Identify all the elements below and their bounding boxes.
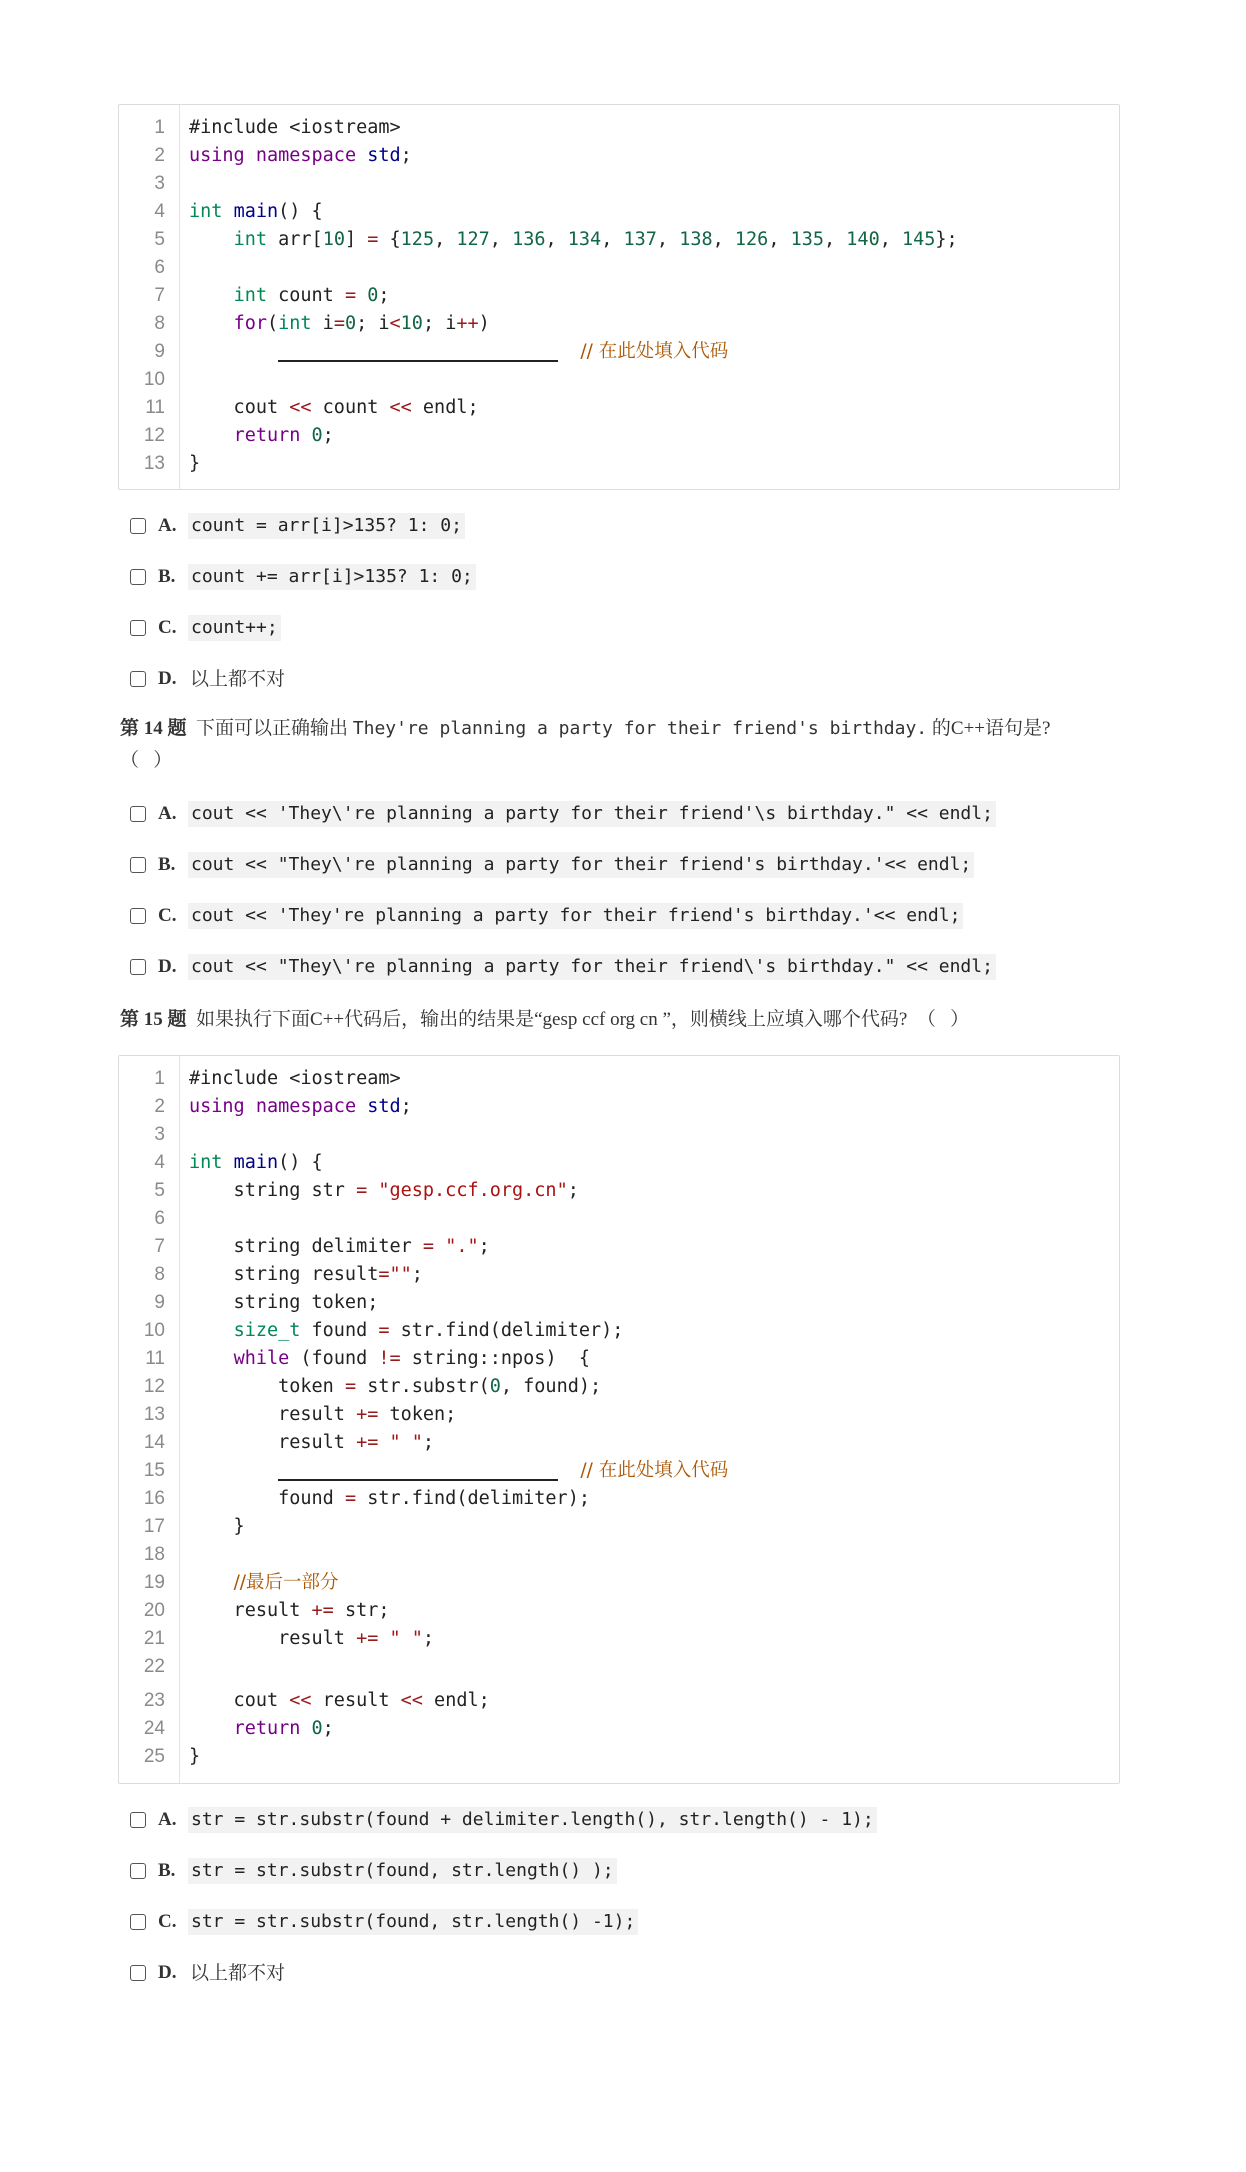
option-label: D. [158,956,177,977]
option-code: count++; [188,615,281,641]
code-line: 21 result += " "; [119,1625,1119,1653]
option-label: B. [158,566,176,587]
code-line: 5 string str = "gesp.ccf.org.cn"; [119,1177,1119,1205]
q15-question [120,1005,969,1035]
code-line: 9 string token; [119,1289,1119,1317]
code-line [119,1653,1119,1681]
answer-paren: （ ） [120,750,173,771]
option-code: cout << 'They\'re planning a party for their friend'\s birthday." << endl; [188,801,996,827]
option-label: A. [158,515,177,536]
line-number: 4 [154,1152,165,1173]
line-number: 3 [154,173,165,194]
code-line: 13 result += token; [119,1401,1119,1429]
q13-code-block [118,104,1120,490]
code-line: 24 return 0; [119,1715,1119,1743]
option-code: cout << "They\'re planning a party for their friend\'s birthday." << endl; [188,954,996,980]
line-number: 8 [154,313,165,334]
checkbox[interactable] [130,620,146,636]
option-label: C. [158,617,177,638]
checkbox[interactable] [130,1812,146,1828]
line-number: 5 [154,1180,165,1201]
option-code: cout << 'They're planning a party for their friend's birthday.'<< endl; [188,903,963,929]
code-line: 12 return 0; [119,422,1119,450]
fill-in-blank [278,1461,558,1481]
option-label: D. [158,668,177,689]
line-number: 24 [143,1718,165,1739]
line-number: 12 [143,1376,165,1397]
line-number: 16 [143,1488,165,1509]
checkbox[interactable] [130,671,146,687]
line-number: 1 [154,1068,165,1089]
code-line: 8 for(int i=0; i<10; i++) [119,310,1119,338]
code-line [119,366,1119,394]
question-number: 第 15 题 [120,1009,187,1030]
code-line: 5 int arr[10] = {125, 127, 136, 134, 137, 138, 126, 135, 140, 145}; [119,226,1119,254]
code-line: 10 size_t found = str.find(delimiter); [119,1317,1119,1345]
line-number: 3 [154,1124,165,1145]
fill-in-blank [278,342,558,362]
code-line: 16 found = str.find(delimiter); [119,1485,1119,1513]
code-line [119,170,1119,198]
code-line: 13 } [119,450,1119,478]
code-line: 8 string result=""; [119,1261,1119,1289]
line-number: 6 [154,1208,165,1229]
line-number: 13 [143,1404,165,1425]
q14-question [120,714,1050,744]
line-number: 25 [143,1746,165,1767]
checkbox[interactable] [130,518,146,534]
code-line: 14 result += " "; [119,1429,1119,1457]
line-number: 4 [154,201,165,222]
checkbox[interactable] [130,959,146,975]
q15-code-block [118,1055,1120,1784]
option-code: str = str.substr(found, str.length() -1); [188,1909,638,1935]
option-code: count = arr[i]>135? 1: 0; [188,513,465,539]
option-label: C. [158,905,177,926]
option-code: cout << "They\'re planning a party for their friend's birthday.'<< endl; [188,852,974,878]
line-number: 5 [154,229,165,250]
code-line [119,1205,1119,1233]
option-label: D. [158,1962,177,1983]
code-line: 4 int main() { [119,198,1119,226]
code-comment: // 在此处填入代码 [580,1460,729,1481]
line-number: 18 [143,1544,165,1565]
code-line [119,338,1119,366]
option-text: 以上都不对 [190,1962,286,1984]
line-number: 9 [154,1292,165,1313]
code-line [119,254,1119,282]
code-line: 4 int main() { [119,1149,1119,1177]
q14-answer-paren [120,746,172,776]
code-line: 20 result += str; [119,1597,1119,1625]
code-line: 25 } [119,1743,1119,1771]
line-number: 15 [143,1460,165,1481]
code-line: 1 #include <iostream> [119,114,1119,142]
line-number: 20 [143,1600,165,1621]
checkbox[interactable] [130,1863,146,1879]
code-line: 11 cout << count << endl; [119,394,1119,422]
code-comment: // 在此处填入代码 [580,341,729,362]
question-number: 第 14 题 [120,718,187,739]
line-number: 6 [154,257,165,278]
option-label: B. [158,1860,176,1881]
line-number: 9 [154,341,165,362]
option-code: count += arr[i]>135? 1: 0; [188,564,476,590]
code-line: 17 } [119,1513,1119,1541]
line-number: 1 [154,117,165,138]
line-number: 2 [154,1096,165,1117]
line-number: 7 [154,285,165,306]
question-code: They're planning a party for their friend's birthday. [352,718,928,739]
line-number: 12 [143,425,165,446]
code-line: 7 int count = 0; [119,282,1119,310]
line-number: 2 [154,145,165,166]
question-text: 的C++语句是? [931,718,1051,739]
option-label: A. [158,803,177,824]
line-number: 13 [143,453,165,474]
question-text: 下面可以正确输出 [196,718,349,739]
code-line: 2 using namespace std; [119,142,1119,170]
line-number: 10 [143,369,165,390]
checkbox[interactable] [130,1914,146,1930]
option-text: 以上都不对 [190,668,286,690]
code-line [119,1121,1119,1149]
code-line: 2 using namespace std; [119,1093,1119,1121]
code-line [119,1457,1119,1485]
line-number: 8 [154,1264,165,1285]
code-line: 12 token = str.substr(0, found); [119,1373,1119,1401]
line-number: 21 [143,1628,165,1649]
line-number: 11 [145,1348,165,1369]
option-code: str = str.substr(found + delimiter.length(), str.length() - 1); [188,1807,877,1833]
code-line [119,1569,1119,1597]
line-number: 22 [143,1656,165,1677]
checkbox[interactable] [130,908,146,924]
checkbox[interactable] [130,569,146,585]
question-text: 如果执行下面C++代码后，输出的结果是“gesp ccf org cn ”，则横线上应填入哪个代码? （ ） [196,1009,970,1030]
checkbox[interactable] [130,1965,146,1981]
option-label: C. [158,1911,177,1932]
line-number: 17 [143,1516,165,1537]
line-number: 23 [143,1690,165,1711]
code-line [119,1541,1119,1569]
line-number: 10 [143,1320,165,1341]
line-number: 7 [154,1236,165,1257]
line-number: 11 [145,397,165,418]
option-label: B. [158,854,176,875]
checkbox[interactable] [130,806,146,822]
code-line: 7 string delimiter = "."; [119,1233,1119,1261]
code-line: 1 #include <iostream> [119,1065,1119,1093]
code-line: 11 while (found != string::npos) { [119,1345,1119,1373]
option-code: str = str.substr(found, str.length() ); [188,1858,617,1884]
checkbox[interactable] [130,857,146,873]
code-comment: //最后一部分 [233,1572,339,1593]
line-number: 14 [143,1432,165,1453]
code-line: 23 cout << result << endl; [119,1687,1119,1715]
line-number: 19 [143,1572,165,1593]
option-label: A. [158,1809,177,1830]
